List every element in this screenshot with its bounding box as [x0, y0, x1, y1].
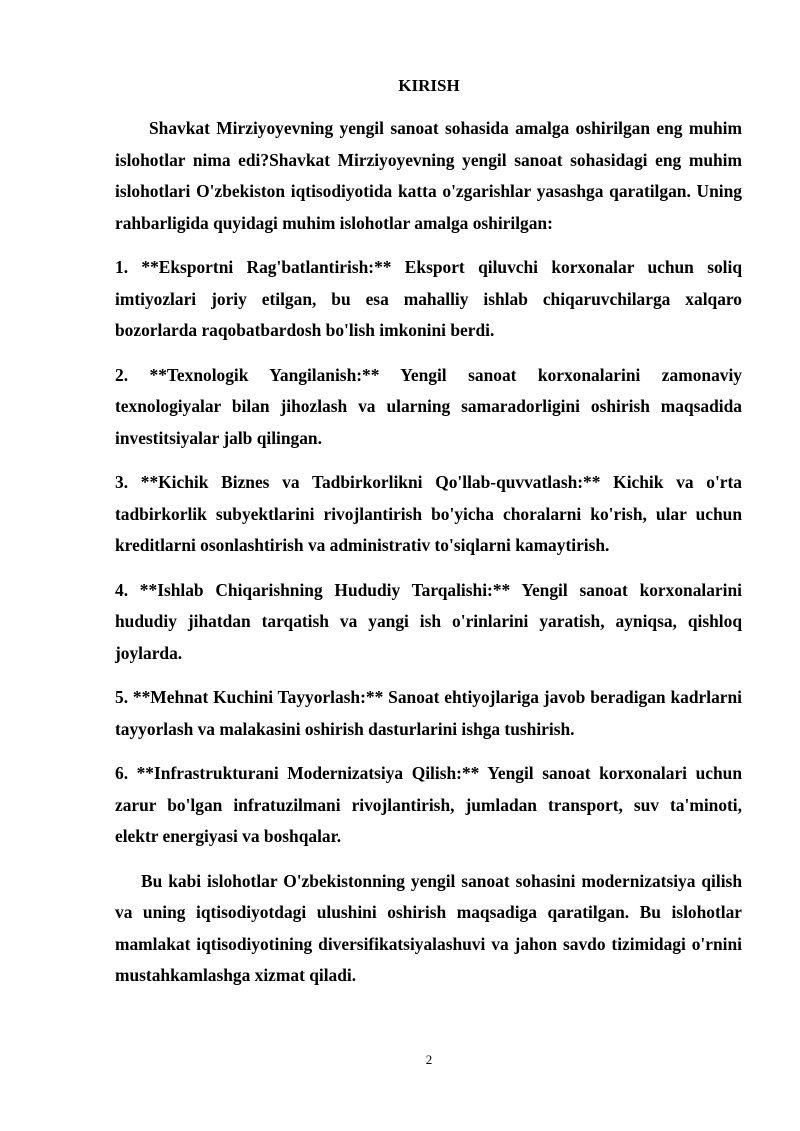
conclusion-paragraph: Bu kabi islohotlar O'zbekistonning yengil sanoat sohasini modernizatsiya qilish va uning iqtisodiyotdagi ulushini oshirish maqsadiga qaratilgan. Bu islohotlar mamlakat iqtisodiyotining diversifikatsiyalashuvi va jahon savdo tizimidagi o'rnini mustahkamlashga xizmat qiladi. — [115, 870, 742, 985]
list-item-2: 2. **Texnologik Yangilanish:** Yengil sanoat korxonalarini zamonaviy texnologiyalar bilan jihozlash va ularning samaradorligini oshirish maqsadida investitsiyalar jalb qilingan. — [115, 364, 742, 448]
page-number: 2 — [425, 1052, 433, 1067]
body-text — [115, 113, 742, 1005]
section-heading: KIRISH — [398, 76, 460, 95]
list-item-4: 4. **Ishlab Chiqarishning Hududiy Tarqalishi:** Yengil sanoat korxonalarini hududiy jihatdan tarqatish va yangi ish o'rinlarini yaratish, ayniqsa, qishloq joylarda. — [115, 579, 742, 663]
list-item-6: 6. **Infrastrukturani Modernizatsiya Qilish:** Yengil sanoat korxonalari uchun zarur bo'lgan infratuzilmani rivojlantirish, jumladan transport, suv ta'minoti, elektr energiyasi va boshqalar. — [115, 763, 742, 846]
list-item-5: 5. **Mehnat Kuchini Tayyorlash:** Sanoat ehtiyojlariga javob beradigan kadrlarni tayyorlash va malakasini oshirish dasturlarini ishga tushirish. — [115, 687, 742, 739]
list-item-3: 3. **Kichik Biznes va Tadbirkorlikni Qo'llab-quvvatlash:** Kichik va o'rta tadbirkorlik subyektlarini rivojlantirish bo'yicha choralarni ko'rish, ular uchun kreditlarni osonlashtirish va administrativ to'siqlarni kamaytirish. — [115, 472, 742, 555]
intro-paragraph: Shavkat Mirziyoyevning yengil sanoat sohasida amalga oshirilgan eng muhim islohotlar nima edi?Shavkat Mirziyoyevning yengil sanoat sohasidagi eng muhim islohotlari O'zbekiston iqtisodiyotida katta o'zgarishlar yasashga qaratilgan. Uning rahbarligida quyidagi muhim islohotlar amalga oshirilgan: — [115, 118, 742, 233]
list-item-1: 1. **Eksportni Rag'batlantirish:** Eksport qiluvchi korxonalar uchun soliq imtiyozlari joriy etilgan, bu esa mahalliy ishlab chiqaruvchilarga xalqaro bozorlarda raqobatbardosh bo'lish imkonini berdi. — [115, 257, 742, 340]
